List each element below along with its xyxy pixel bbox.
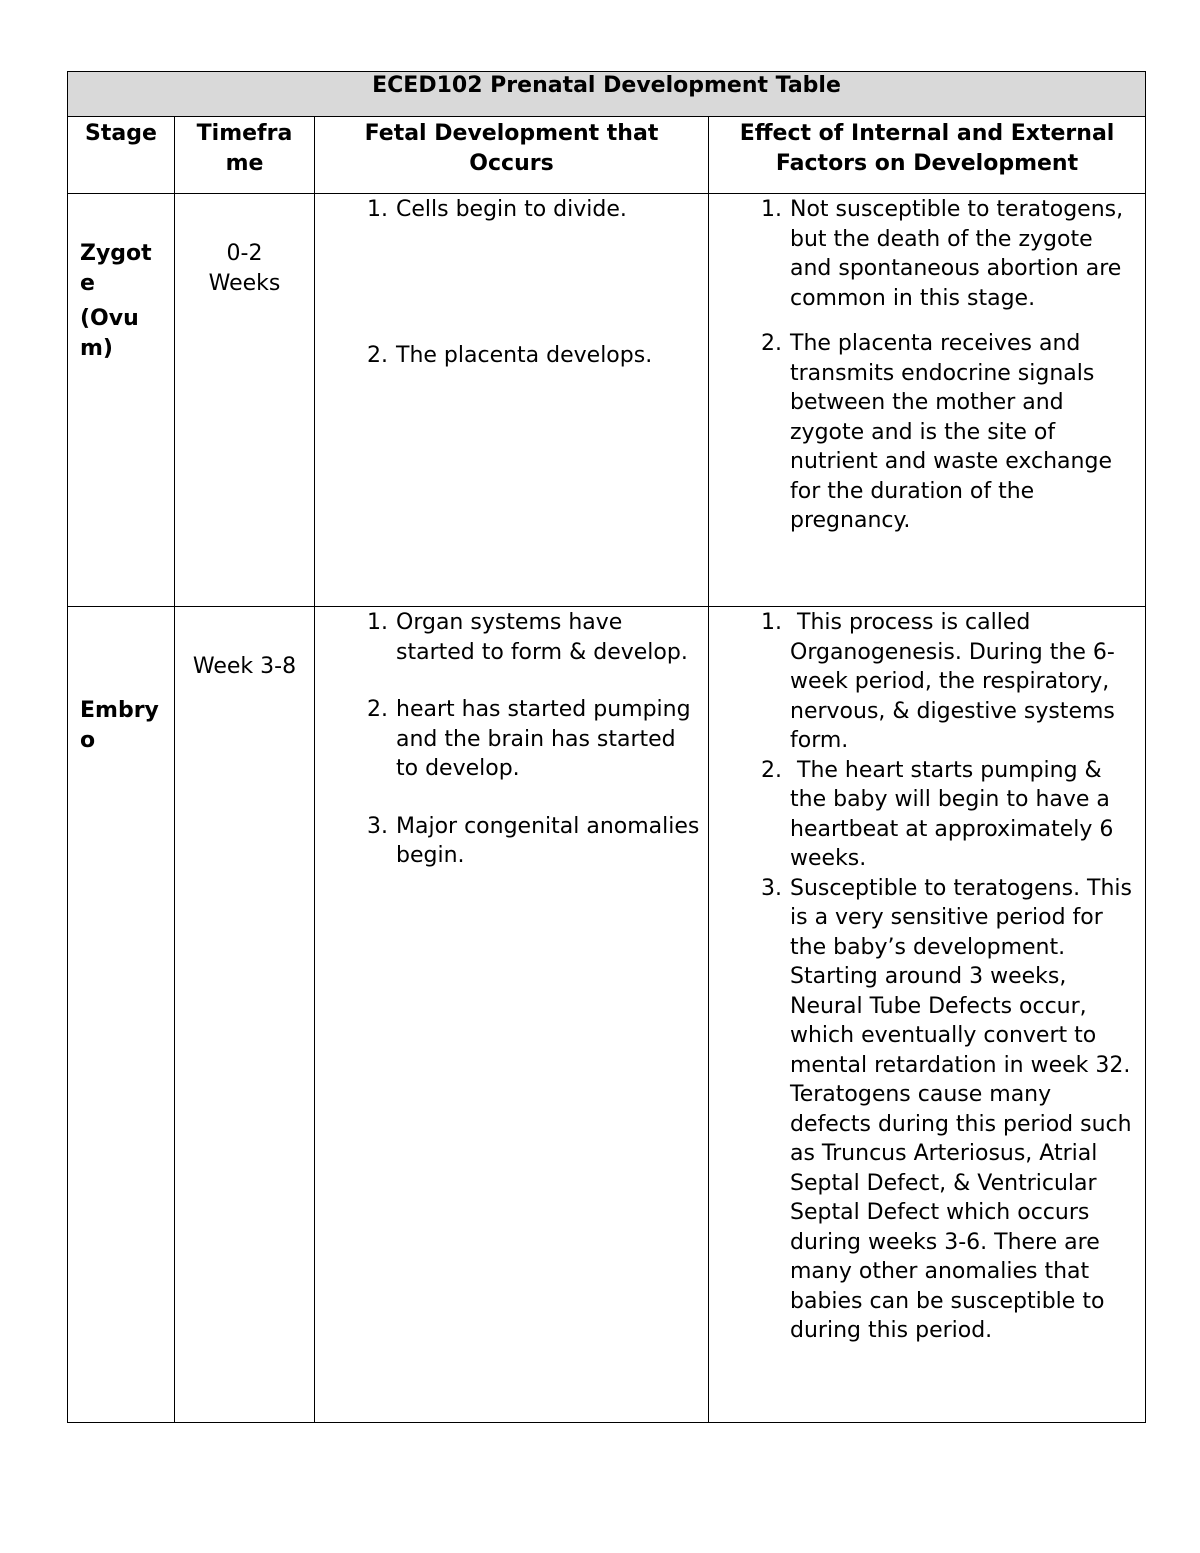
fetal-list bbox=[367, 194, 700, 370]
header-stage: Stage bbox=[68, 117, 175, 194]
header-fetal-development: Fetal Development that Occurs bbox=[315, 117, 709, 194]
list-item: 1. Organ systems have started to form & develop. bbox=[367, 610, 688, 665]
list-item: 1. Not susceptible to teratogens, but the death of the zygote and spontaneous abortion are common in this stage. bbox=[761, 197, 1124, 311]
timeframe-cell bbox=[175, 607, 315, 1423]
timeframe-cell bbox=[175, 194, 315, 607]
list-item: 2. heart has started pumping and the brain has started to develop. bbox=[367, 697, 691, 781]
effect-list bbox=[761, 194, 1139, 536]
timeframe-value: Week 3-8 bbox=[192, 654, 297, 679]
stage-cell bbox=[68, 194, 175, 607]
table-row bbox=[68, 607, 1146, 1423]
table-title: ECED102 Prenatal Development Table bbox=[372, 73, 841, 98]
list-item: 3. Major congenital anomalies begin. bbox=[367, 813, 700, 868]
fetal-list bbox=[367, 607, 700, 871]
stage-name: Zygote bbox=[80, 241, 152, 296]
title-row bbox=[68, 72, 1146, 117]
stage-name: Embryo bbox=[80, 698, 159, 753]
list-item: 3. Susceptible to teratogens. This is a very sensitive period for the baby’s development. Starting around 3 weeks, Neural Tube Defects occur, which eventually convert to mental retardation in week 32. Teratogens cause many defects during this period such as Truncus Arteriosus, Atrial Septal Defect, & Ventricular Septal Defect which occurs during weeks 3-6. There are many other anomalies that babies can be susceptible to during this period. bbox=[761, 875, 1133, 1343]
fetal-development-cell bbox=[315, 607, 709, 1423]
stage-cell bbox=[68, 607, 175, 1423]
list-item: 2. The placenta receives and transmits endocrine signals between the mother and zygote and is the site of nutrient and waste exchange for the duration of the pregnancy. bbox=[761, 331, 1112, 533]
header-effect-of-factors: Effect of Internal and External Factors on Development bbox=[709, 117, 1146, 194]
table-title-cell bbox=[68, 72, 1146, 117]
stage-subname: (Ovum) bbox=[80, 306, 139, 361]
list-item: 1. Cells begin to divide. bbox=[367, 197, 627, 222]
list-item: 2. The placenta develops. bbox=[367, 342, 653, 368]
timeframe-value: 0-2 Weeks bbox=[208, 241, 281, 296]
header-row bbox=[68, 117, 1146, 194]
effect-cell bbox=[709, 194, 1146, 607]
prenatal-development-table bbox=[67, 71, 1146, 1423]
table-row bbox=[68, 194, 1146, 607]
header-timeframe: Timeframe bbox=[175, 117, 315, 194]
effect-list bbox=[761, 607, 1139, 1346]
list-item: 2. The heart starts pumping & the baby will begin to have a heartbeat at approximately 6 weeks. bbox=[761, 757, 1114, 871]
fetal-development-cell bbox=[315, 194, 709, 607]
effect-cell bbox=[709, 607, 1146, 1423]
list-item: 1. This process is called Organogenesis. During the 6-week period, the respiratory, nervous, & digestive systems form. bbox=[761, 610, 1115, 753]
